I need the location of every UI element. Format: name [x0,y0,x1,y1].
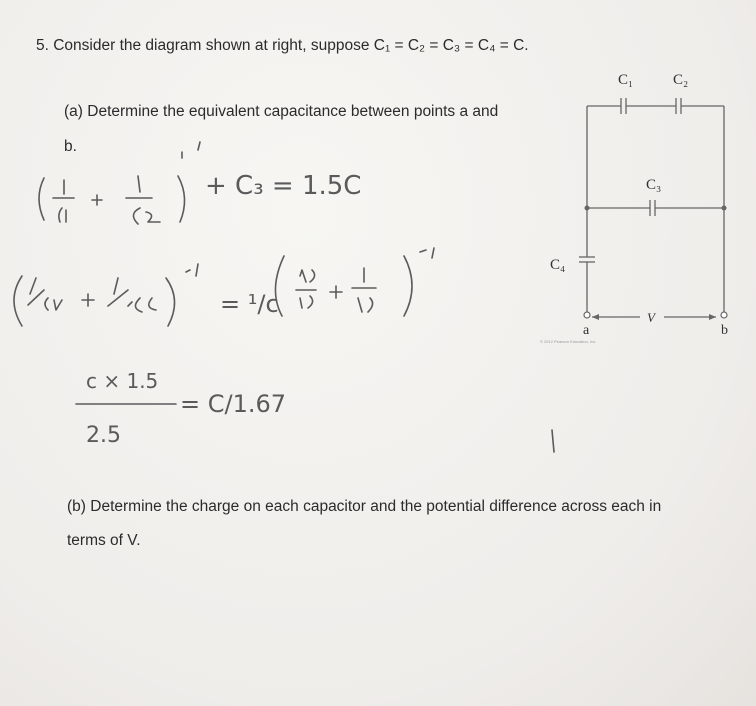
label-c4: C₄ [550,257,566,273]
question-5-text: 5. Consider the diagram shown at right, suppose C₁ = C₂ = C₃ = C₄ = C. [36,37,529,54]
stray-pen-mark [552,430,554,452]
part-a-text-line2: b. [64,138,77,155]
label-c2: C₂ [673,72,689,88]
label-c1: C₁ [618,72,634,88]
handwritten-line1-rhs: + C₃ = 1.5C [205,171,362,201]
part-a-text-line1: (a) Determine the equivalent capacitance between points a and [64,103,499,120]
handwritten-line3-rhs: = C/1.67 [180,390,287,418]
handwritten-line1-fraction [39,142,200,224]
label-v: V [647,310,655,325]
handwritten-line2-rhs: = ¹/c [220,290,279,318]
label-b: b [721,323,728,338]
label-a: a [583,323,590,338]
copyright-text: © 2012 Pearson Education, Inc. [540,339,597,344]
handwritten-line3-denominator: 2.5 [86,423,121,448]
handwritten-line3-numerator: c × 1.5 [86,369,159,393]
part-b-text-line2: terms of V. [67,532,141,549]
part-b-text-line1: (b) Determine the charge on each capacitor and the potential difference across each in [67,498,662,515]
label-c3: C₃ [646,177,662,193]
